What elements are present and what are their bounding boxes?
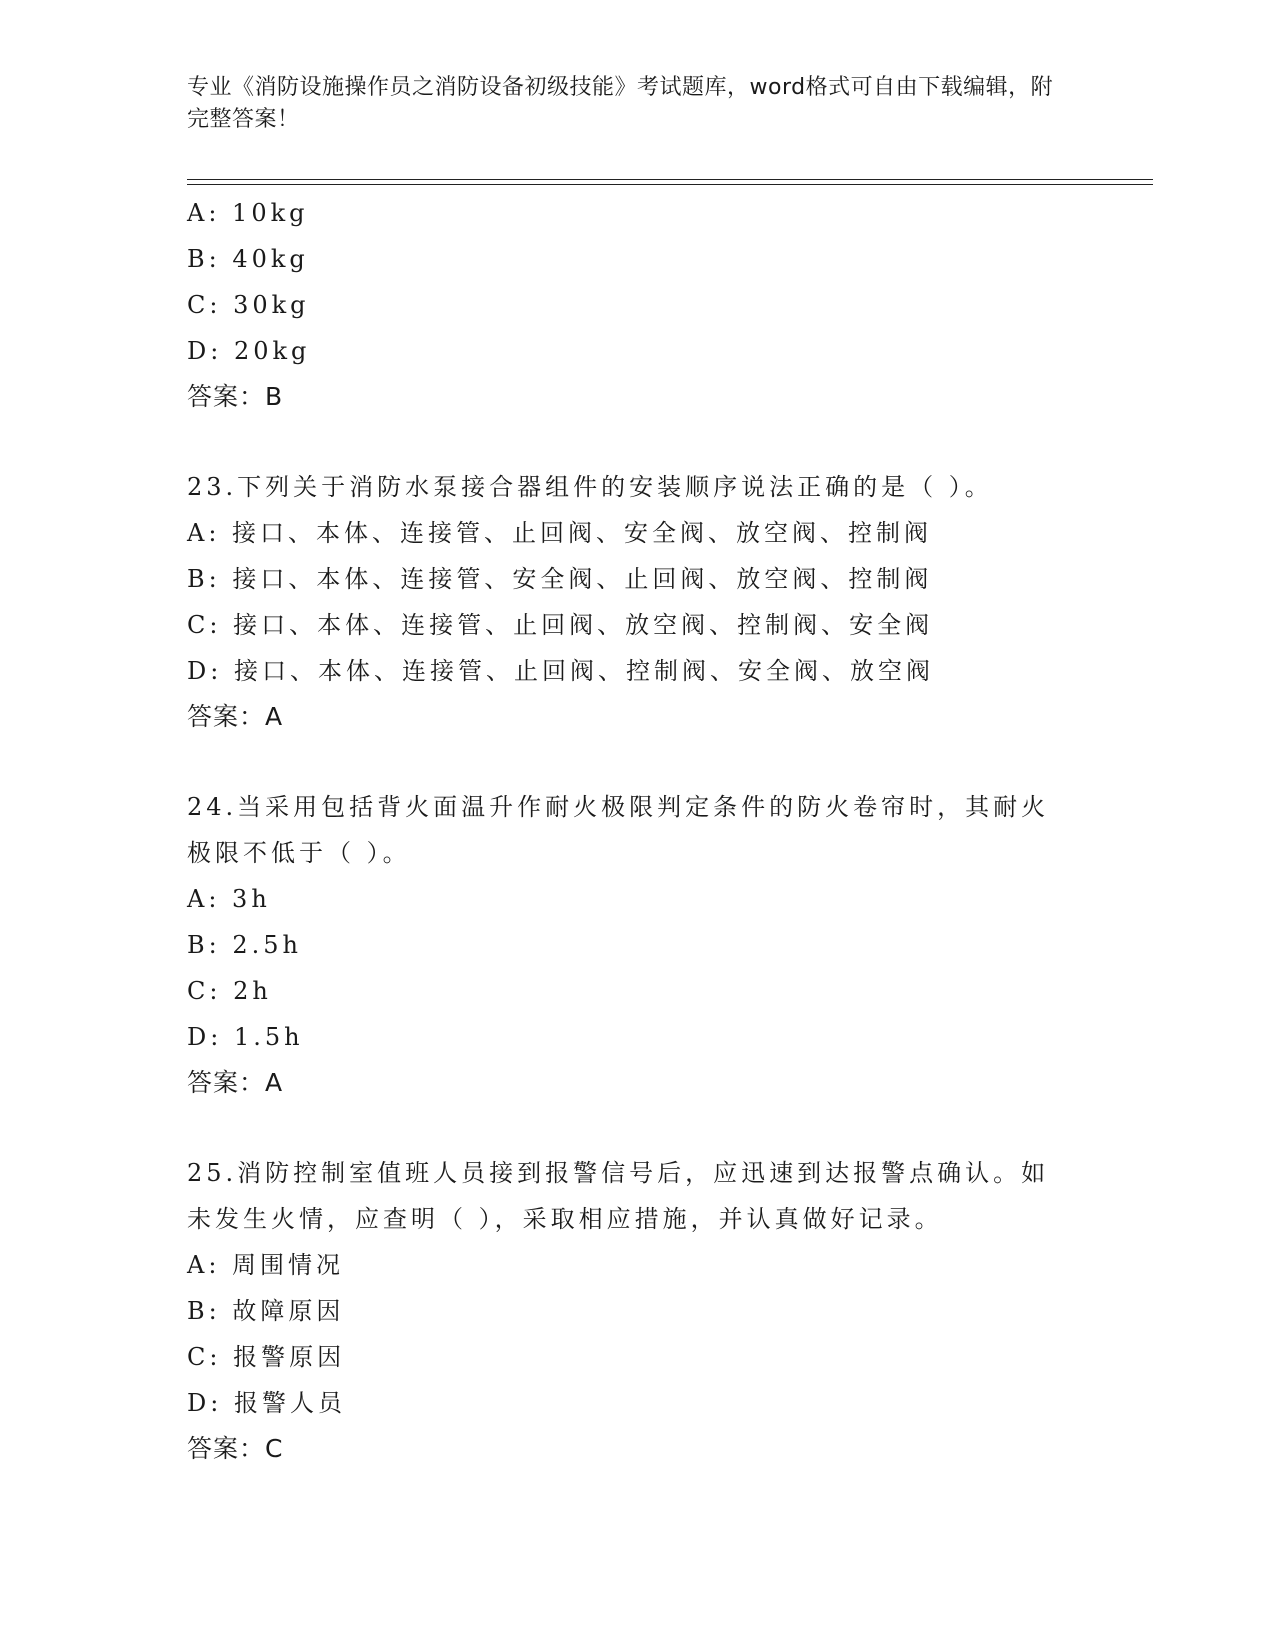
answer: 答案：A: [187, 1068, 284, 1097]
answer: 答案：A: [187, 702, 284, 731]
question-25: [187, 1150, 1087, 1472]
header-divider: [187, 179, 1153, 180]
option-b: B: 接口、本体、连接管、安全阀、止回阀、放空阀、控制阀: [187, 565, 933, 593]
question-stem-line2: 极限不低于（ ）。: [187, 839, 411, 867]
answer: 答案：C: [187, 1434, 284, 1463]
option-b: B: 2.5h: [187, 931, 302, 959]
option-c: C: 2h: [187, 977, 272, 1005]
question-24: [187, 784, 1087, 1106]
option-a: A: 接口、本体、连接管、止回阀、安全阀、放空阀、控制阀: [187, 519, 933, 547]
option-d: D: 20kg: [187, 337, 311, 365]
option-b: B: 故障原因: [187, 1297, 345, 1325]
option-d: D: 报警人员: [187, 1389, 346, 1417]
question-22: [187, 190, 1087, 420]
question-stem-line2: 未发生火情，应查明（ ），采取相应措施，并认真做好记录。: [187, 1205, 943, 1233]
option-c: C: 接口、本体、连接管、止回阀、放空阀、控制阀、安全阀: [187, 611, 934, 639]
question-stem-line1: 24.当采用包括背火面温升作耐火极限判定条件的防火卷帘时，其耐火: [187, 793, 1050, 821]
question-stem-line1: 25.消防控制室值班人员接到报警信号后，应迅速到达报警点确认。如: [187, 1159, 1050, 1187]
question-23: [187, 464, 1087, 740]
option-c: C: 报警原因: [187, 1343, 346, 1371]
document-header: 专业《消防设施操作员之消防设备初级技能》考试题库，word格式可自由下载编辑，附完整答案！: [187, 75, 1054, 132]
question-stem: 23.下列关于消防水泵接合器组件的安装顺序说法正确的是（ ）。: [187, 473, 993, 501]
option-c: C: 30kg: [187, 291, 310, 319]
header-divider-double: [187, 184, 1153, 185]
option-a: A: 10kg: [187, 199, 309, 227]
option-a: A: 3h: [187, 885, 271, 913]
answer: 答案：B: [187, 382, 284, 411]
option-b: B: 40kg: [187, 245, 309, 273]
option-d: D: 接口、本体、连接管、止回阀、控制阀、安全阀、放空阀: [187, 657, 934, 685]
option-d: D: 1.5h: [187, 1023, 304, 1051]
question-list: [187, 190, 1087, 1472]
option-a: A: 周围情况: [187, 1251, 345, 1279]
